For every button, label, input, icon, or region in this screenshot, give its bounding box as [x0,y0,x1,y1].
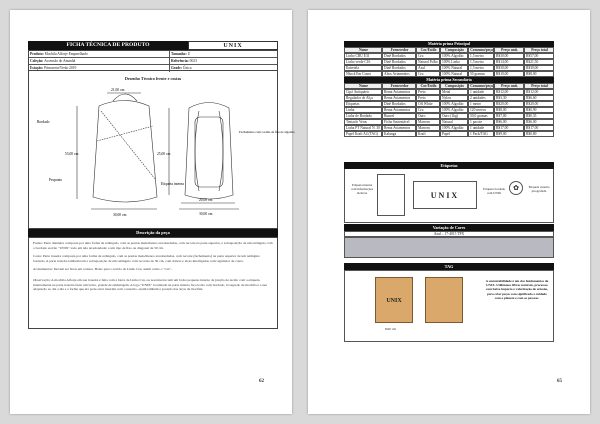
desc-observation: Observação: A mochila Alforje em sua traseira é feita com a barra de Linho Cru, ou seu interior tem um bolso pequeno interno de junção de tecido com a etiqueta, internamente na parte traseira fazer um bolso, grande de embalagem. A logo "UNIX" localizada na parte interna faça bolso com bordado. O segredo da mochila é a sua adaptação ao dia a dia e a forma que ela pode estar inserida com o usuário, assim também a posição das alças da mochila. [33,277,267,292]
table-cell: R$20,00 [524,101,554,107]
table-cell: 1 unidade [468,89,494,95]
field-reference: Referência: 0023 [170,58,277,65]
description-title: Descrição da peça [28,229,278,237]
column-header: Preço unit. [494,47,524,53]
dim-inner-width: 20,00 cm [199,198,213,202]
column-header: Consumo/peça [468,47,494,53]
table-cell: Cipó Antiquário [344,89,382,95]
table-cell: Dinê Bordados [382,53,416,59]
column-header: Nome [344,83,382,89]
field-collection: Coleção: Ascensão do Amanhã [29,58,169,65]
column-header: Cor/Estilo [416,83,440,89]
description-block [28,237,278,329]
color-swatch [344,237,554,258]
table-cell: R$3,30 [494,95,524,101]
table-cell: Nylon [440,95,468,101]
table-cell: R$30,00 [524,65,554,71]
column-header: Fornecedor [382,47,416,53]
table-cell: R$30,00 [494,65,524,71]
column-header: Consumo/peça [468,83,494,89]
table-cell: 1 metro [468,101,494,107]
table-cell: R$6,60 [524,95,554,101]
table-cell: Ouro [416,113,440,119]
table-cell: R$6,00 [524,119,554,125]
table-cell: Natural [440,119,468,125]
primary-materials-title: Matéria prima Principal [344,41,554,47]
table-cell: R$21,50 [524,59,554,65]
column-header: Composição [440,47,468,53]
table-cell: R$0,80 [524,131,554,137]
table-cell: 100% Natural [440,65,468,71]
table-cell: Ouro (1kg) [440,113,468,119]
color-title: Variação de Cores [344,224,554,231]
page-number: 62 [259,379,264,384]
column-header: Fornecedor [382,83,416,89]
tag-card-front: UNIX [375,277,413,323]
column-header: Nome [344,47,382,53]
column-header: Preço total [524,47,554,53]
table-cell: 100% Algodão [440,101,468,107]
table-cell: R$0,90 [524,107,554,113]
table-cell: 1,5 metro [468,59,494,65]
table-cell: 1 pacote [468,119,494,125]
table-cell: R$12,00 [524,89,554,95]
table-cell: R$6,00 [494,119,524,125]
table-cell: R$20,00 [494,101,524,107]
table-cell: R$17,00 [494,125,524,131]
page-number: 65 [557,379,562,384]
table-cell: R$8,00 [494,107,524,113]
table-cell: 100% Algodão [440,125,468,131]
label-center-text: Etiqueta bordada com UNIX [483,187,505,195]
table-cell: Cru [416,71,440,77]
table-cell: Linha [344,107,382,113]
dim-outer-width: 30,00 cm [199,212,213,216]
bag-back-strap-left [195,111,199,191]
desc-back: Costa: Parte traseira composta por uma forma de retângulo, com as pontas mais/menos arredondadas, com recorte (fechamento) na parte superior de um retângulo bordado. A parte traseira também tem a sobreposição de um retângulo com recortes de 30 cm, com dobras e alças interligadas com regulador de couro. [33,254,261,263]
drawing-area [28,71,295,229]
table-cell: Rema Aviamentos [382,125,416,131]
brand-logo: UNIX [188,41,278,50]
table-cell: Linho verde C16 [344,59,382,65]
table-cell: Off White [416,101,440,107]
label-fechamento: Fechamento com cordão de fios de algodão [239,130,295,134]
table-cell: Kalunga [382,131,416,137]
table-cell: Linha PT Natural N. 30 [344,125,382,131]
tag-dim: 8,00 cm [385,327,396,331]
table-cell: Metal [440,89,468,95]
table-cell: R$0,35 [524,113,554,119]
table-cell: Etiquetas [344,101,382,107]
technical-drawing [29,81,295,229]
dim-side: 25,00 cm [157,152,171,156]
bag-back-panel [195,117,223,187]
table-cell: Rema Aviamentos [382,89,416,95]
table-cell: 100% Algodão [440,107,468,113]
table-cell: 1 Pack/TAG [468,131,494,137]
label-bordado: Bordado [37,120,50,124]
table-cell: Marrom [416,125,440,131]
table-cell: 1,5 metro [468,53,494,59]
table-cell: Bunzel [382,113,416,119]
table-cell: Dinê Bordados [382,65,416,71]
table-cell: R$12,00 [494,89,524,95]
table-cell: Preto [416,89,440,95]
table-cell: 100% Linho [440,59,468,65]
bag-front-strap [113,94,137,101]
dim-width: 30,00 cm [113,213,127,217]
label-center-card: UNIX [413,181,477,209]
table-cell: Dinê Bordados [382,59,416,65]
labels-section [344,162,554,223]
table-cell: 2 unidades [468,95,494,101]
label-right-badge: ✿ [509,181,523,195]
table-cell: 1,5 metro [468,65,494,71]
table-cell: 120 metros [468,107,494,113]
column-header: Composição [440,83,468,89]
table-cell: Nhocã Em Couro [344,71,382,77]
table-cell: Preto [416,95,440,101]
table-cell: Rema Aviamentos [382,95,416,101]
table-cell: R$57,00 [524,53,554,59]
labels-body [344,169,554,223]
table-cell: Cru [416,53,440,59]
field-season: Estação: Primavera/Verão 2019 [30,66,77,70]
table-cell: Rema Aviamentos [382,107,416,113]
sheet-title: FICHA TÉCNICA DE PRODUTO [28,41,188,50]
table-cell: Kraft [416,131,440,137]
secondary-materials-title: Matéria prima Secundária [344,77,554,83]
dim-top: 21,00 cm [111,88,125,92]
tag-title: TAG [344,263,554,270]
bag-front-flap [101,111,155,179]
field-product: Produto: Mochila Alforje Emparelhado [29,51,169,58]
table-cell: Papel [440,131,468,137]
labels-title: Etiquetas [344,162,554,169]
label-pesponto: Pesponto [49,178,63,182]
table-cell: 1 unidade [468,125,494,131]
column-header: Preço unit. [494,83,524,89]
table-cell: R$8,00 [524,71,554,77]
table-cell: Linho CRU E31 [344,53,382,59]
table-cell: Regulador de Alça [344,95,382,101]
bag-front-outline [93,101,157,203]
table-cell: Papel Kraft A4 (TAG) [344,131,382,137]
tag-text: A sustentabilidade é um dos fundamentos da UNIX. Utilizamos fibras naturais, processos com baixo impacto e valorização do artesão, para criar peças com significado e cuidado com o planeta e com as pessoas. [485,279,549,300]
table-cell: Cru [416,107,440,113]
column-header: Preço total [524,83,554,89]
table-cell: Marrom [416,119,440,125]
table-cell: R$7,00 [494,113,524,119]
table-cell: Natural Polbo [418,60,439,64]
table-cell: R$30,00 [494,53,524,59]
color-value: Azul – 17-4015 TPX [344,231,554,237]
table-cell: R$14,00 [494,59,524,65]
fields-right [169,51,277,72]
table-cell: Entretela [344,65,382,71]
fields-block [28,50,278,71]
bag-back-strap-right [219,111,223,191]
right-page [308,10,590,414]
table-cell: Tentacle Veras [344,119,382,125]
drawing-title: Desenho Técnico frente e costas [124,76,182,81]
table-cell: R$10,00 [494,71,524,77]
field-grade: Grade: Única [171,66,192,70]
left-page [10,10,295,414]
table-row [344,131,554,137]
table-cell: 50 gramas [468,71,494,77]
tag-card-back [425,277,463,323]
fields-left [29,51,169,72]
table-cell: Dinê Bordados [382,101,416,107]
table-cell: Linha de Bordado [344,113,382,119]
label-etiqueta: Etiqueta interna [161,182,184,186]
table-cell: 50,0 gramas [468,113,494,119]
column-header: Cor/Estilo [416,47,440,53]
sheet-header [28,41,278,50]
label-left-card [377,174,405,216]
tag-section [344,270,554,342]
table-cell: Altos Aviamentos [382,71,416,77]
table-cell: R$17,00 [524,125,554,131]
table-cell: 100% Algodão [440,53,468,59]
label-right-text: Etiqueta externa pirografada [528,185,550,193]
label-left-text: Etiqueta interna com informações técnicas [350,183,374,195]
desc-finishing: Acabamentos: Devem ser fixos em costura. Bolso para o tecido de Linho Cru, assim como o "cós". [33,267,172,272]
table-cell: Azul [416,65,440,71]
table-cell: Ficha Sustentável [382,119,416,125]
table-cell: 100% Natural [440,71,468,77]
desc-front: Frente: Parte dianteira composta por uma forma de retângulo, com as pontas mais/menos arredondadas, com recorte na parte superior, e sobreposição de um retângulo com o bordado escrito "UNIX" todo em tela arredondada; e um tipo de fixo ou diagonal de 50 cm. [33,241,273,250]
dim-height: 53,00 cm [65,152,79,156]
table-cell: R$9,00 [494,131,524,137]
field-size: Tamanho: U [170,51,277,58]
